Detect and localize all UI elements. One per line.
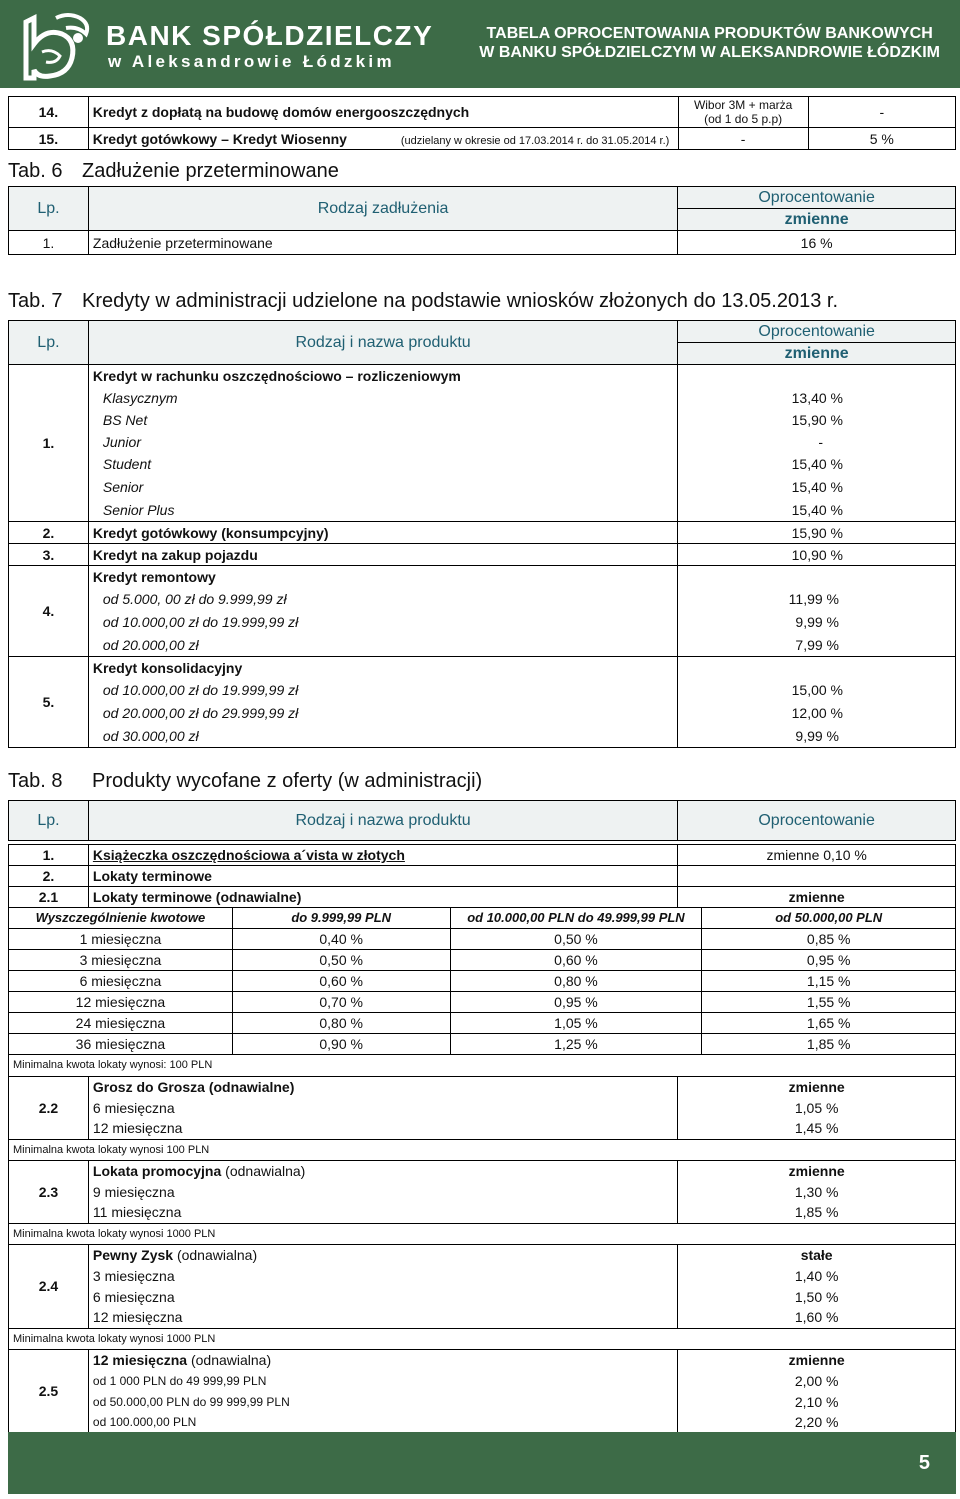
spec-head: do 9.999,99 PLN	[232, 907, 450, 928]
row-name: od 20.000,00 zł	[88, 634, 677, 657]
minimum-note: Minimalna kwota lokaty wynosi 1000 PLN	[9, 1223, 956, 1244]
group-title: 12 miesięczna	[92, 1351, 188, 1368]
rate: 0,80 %	[232, 1012, 450, 1033]
rate: 1,65 %	[702, 1012, 956, 1033]
row-name: Kredyt gotówkowy – Kredyt Wiosenny	[92, 130, 347, 147]
col-lp: Lp.	[9, 801, 89, 841]
row-name: od 10.000,00 zł do 19.999,99 zł	[102, 614, 299, 630]
table-row	[9, 1012, 956, 1033]
row-name: Senior	[102, 479, 144, 495]
rate: 0,70 %	[232, 991, 450, 1012]
row-name: Student	[102, 456, 152, 472]
row-rate: 16 %	[678, 231, 956, 255]
rate: 1,15 %	[702, 970, 956, 991]
minimum-note-row	[9, 1223, 956, 1244]
group-title: Lokata promocyjna	[92, 1162, 222, 1179]
row-lp: 14.	[9, 97, 89, 128]
row-name: Kredyt na zakup pojazdu	[88, 544, 677, 566]
table-row	[9, 1097, 956, 1118]
rate: 0,50 %	[450, 928, 702, 949]
row-rate: zmienne	[678, 1076, 956, 1097]
row-rate: -	[678, 431, 956, 453]
table-row	[9, 128, 956, 150]
rate: 0,85 %	[702, 928, 956, 949]
table-header-row	[9, 187, 956, 209]
table-row	[9, 611, 956, 634]
minimum-note: Minimalna kwota lokaty wynosi 100 PLN	[9, 1139, 956, 1160]
row-rate: 1,05 %	[678, 1097, 956, 1118]
table-row	[9, 634, 956, 657]
row-name: od 30.000,00 zł	[102, 727, 199, 744]
row-rate: 13,40 %	[678, 387, 956, 409]
row-lp: 2.2	[9, 1076, 89, 1139]
rate: 0,90 %	[232, 1033, 450, 1054]
group-title: Pewny Zysk	[92, 1246, 174, 1263]
table-row	[9, 1370, 956, 1391]
row-lp: 2.1	[9, 887, 89, 908]
row-name: 9 miesięczna	[92, 1183, 175, 1200]
tab8-title: Produkty wycofane z oferty (w administracji)	[92, 770, 483, 792]
row-name: 6 miesięczna	[92, 1099, 175, 1116]
document-title-line2: W BANKU SPÓŁDZIELCZYM W ALEKSANDROWIE ŁÓDZKIM	[479, 44, 940, 61]
rate-note-line1: Wibor 3M + marża	[693, 98, 793, 112]
rate: 1,85 %	[702, 1033, 956, 1054]
table-row	[9, 453, 956, 476]
tab8-groups-table	[8, 1055, 956, 1434]
col-rate: Oprocentowanie	[678, 321, 956, 343]
row-name: 12 miesięczna	[88, 1307, 677, 1328]
term: 3 miesięczna	[9, 949, 233, 970]
row-note: (udzielany w okresie od 17.03.2014 r. do 31.05.2014 r.)	[400, 134, 670, 147]
table-header-row	[9, 801, 956, 841]
row-name-cell	[88, 128, 678, 150]
row-value: 5 %	[808, 128, 955, 150]
row-lp: 2.5	[9, 1349, 89, 1433]
row-rate: 2,20 %	[678, 1412, 956, 1433]
table-row	[9, 566, 956, 588]
row-name: od 20.000,00 zł do 29.999,99 zł	[102, 705, 299, 721]
table-row	[9, 1391, 956, 1412]
row-name: Kredyt z dopłatą na budowę domów energooszczędnych	[88, 97, 678, 128]
table-row	[9, 365, 956, 387]
tab8-label: Tab. 8	[8, 770, 63, 792]
row-name: 3 miesięczna	[92, 1267, 175, 1284]
table-row	[9, 1412, 956, 1433]
row-name: Klasycznym	[102, 389, 178, 406]
row-lp: 2.	[9, 522, 89, 544]
group-suffix: (odnawialna)	[187, 1351, 272, 1368]
row-rate: 7,99 %	[678, 634, 956, 657]
row-lp: 5.	[9, 657, 89, 748]
row-name: od 50.000,00 PLN do 99 999,99 PLN	[92, 1394, 290, 1409]
rate: 1,05 %	[450, 1012, 702, 1033]
group-title-cell	[88, 1349, 677, 1370]
row-lp: 4.	[9, 566, 89, 657]
row-lp: 3.	[9, 544, 89, 566]
minimum-note-row	[9, 1328, 956, 1349]
table-row	[9, 1033, 956, 1054]
tab8-heading	[8, 770, 482, 793]
row-rate: 15,90 %	[678, 522, 956, 544]
table-row	[9, 476, 956, 499]
tab7-label: Tab. 7	[8, 290, 63, 312]
row-lp: 1.	[9, 231, 89, 255]
group-title: Grosz do Grosza (odnawialne)	[92, 1078, 295, 1095]
table-row	[9, 1076, 956, 1097]
row-lp: 2.3	[9, 1160, 89, 1223]
table-row	[9, 1160, 956, 1181]
rate: 1,25 %	[450, 1033, 702, 1054]
row-rate: 1,45 %	[678, 1118, 956, 1139]
minimum-note: Minimalna kwota lokaty wynosi: 100 PLN	[9, 1055, 956, 1076]
table-row	[9, 1286, 956, 1307]
col-rate-sub: zmienne	[678, 209, 956, 231]
header-banner	[0, 0, 960, 88]
bank-subtitle: w Aleksandrowie Łódzkim	[108, 52, 395, 71]
minimum-note-row	[9, 1055, 956, 1076]
group-title-cell	[88, 1160, 677, 1181]
row-rate: 15,40 %	[678, 499, 956, 522]
table-row	[9, 1307, 956, 1328]
col-name: Rodzaj i nazwa produktu	[88, 321, 677, 365]
rate: 0,60 %	[232, 970, 450, 991]
row-name: Junior	[102, 433, 141, 450]
row-rate: 15,40 %	[678, 453, 956, 476]
table-row	[9, 544, 956, 566]
row-rate: 15,40 %	[678, 476, 956, 499]
row-name: 6 miesięczna	[92, 1288, 175, 1305]
page-number: 5	[918, 1452, 930, 1474]
term: 12 miesięczna	[9, 991, 233, 1012]
row-name: Senior Plus	[88, 499, 677, 522]
row-name: od 1 000 PLN do 49 999,99 PLN	[92, 1373, 267, 1388]
row-name: Lokaty terminowe	[88, 866, 677, 887]
row-rate: 1,30 %	[678, 1181, 956, 1202]
table-row	[9, 866, 956, 887]
row-name: od 10.000,00 zł do 19.999,99 zł	[102, 682, 299, 698]
row-name: Zadłużenie przeterminowane	[88, 231, 677, 255]
table-row	[9, 725, 956, 748]
table-row	[9, 431, 956, 453]
table-row	[9, 499, 956, 522]
rate: 0,40 %	[232, 928, 450, 949]
spec-head: od 10.000,00 PLN do 49.999,99 PLN	[450, 907, 702, 928]
row-rate: 9,99 %	[678, 611, 956, 634]
term: 24 miesięczna	[9, 1012, 233, 1033]
table-row	[9, 679, 956, 702]
row-lp: 2.4	[9, 1244, 89, 1328]
col-name: Rodzaj i nazwa produktu	[88, 801, 677, 841]
group-title-cell	[88, 1244, 677, 1265]
table-row	[9, 887, 956, 908]
table-row	[9, 1202, 956, 1223]
row-rate: 1,40 %	[678, 1265, 956, 1286]
table-row	[9, 928, 956, 949]
tab6-table	[8, 186, 956, 255]
bank-logo-icon	[16, 8, 96, 84]
row-lp: 1.	[9, 845, 89, 866]
rate: 0,80 %	[450, 970, 702, 991]
table-row	[9, 97, 956, 128]
col-rate-sub: zmienne	[678, 343, 956, 365]
footer-bar	[8, 1432, 956, 1494]
group-suffix: (odnawialna)	[173, 1246, 258, 1263]
row-lp: 15.	[9, 128, 89, 150]
rate: 0,50 %	[232, 949, 450, 970]
tab8-header-table	[8, 800, 956, 841]
col-rate: Oprocentowanie	[678, 187, 956, 209]
row-name: Lokaty terminowe (odnawialne)	[88, 887, 677, 908]
col-lp: Lp.	[9, 187, 89, 231]
table-row	[9, 949, 956, 970]
tab6-title: Zadłużenie przeterminowane	[82, 160, 339, 182]
tab7-title: Kredyty w administracji udzielone na podstawie wniosków złożonych do 13.05.2013 r.	[82, 290, 839, 312]
rate: 0,95 %	[450, 991, 702, 1012]
row-rate: 1,60 %	[678, 1307, 956, 1328]
row-name: od 5.000, 00 zł do 9.999,99 zł	[102, 591, 287, 607]
row-rate: 15,90 %	[678, 409, 956, 431]
tab8-table	[8, 844, 956, 908]
col-name: Rodzaj zadłużenia	[88, 187, 677, 231]
table-row	[9, 588, 956, 611]
row-rate-note	[678, 97, 808, 128]
top-rows-table	[8, 96, 956, 150]
row-rate: 1,50 %	[678, 1286, 956, 1307]
table-row	[9, 409, 956, 431]
row-name: BS Net	[102, 411, 148, 428]
minimum-note-row	[9, 1139, 956, 1160]
row-name: Kredyt gotówkowy (konsumpcyjny)	[88, 522, 677, 544]
row-rate: 2,10 %	[678, 1391, 956, 1412]
spec-head: Wyszczególnienie kwotowe	[9, 907, 233, 928]
row-rate: 1,85 %	[678, 1202, 956, 1223]
table-row	[9, 522, 956, 544]
tab7-table	[8, 320, 956, 748]
row-rate: 9,99 %	[678, 725, 956, 748]
bank-name: BANK SPÓŁDZIELCZY	[106, 20, 434, 51]
table-row	[9, 1349, 956, 1370]
table-header-row	[9, 321, 956, 343]
row-rate: zmienne	[678, 887, 956, 908]
col-rate: Oprocentowanie	[678, 801, 956, 841]
rate-note-line2: (od 1 do 5 p.p)	[704, 112, 783, 126]
table-row	[9, 231, 956, 255]
term: 1 miesięczna	[9, 928, 233, 949]
row-name: Książeczka oszczędnościowa a´vista w złotych	[88, 845, 677, 866]
table-header-row	[9, 907, 956, 928]
row-rate: 2,00 %	[678, 1370, 956, 1391]
row-lp: 2.	[9, 866, 89, 887]
row-rate: zmienne 0,10 %	[678, 845, 956, 866]
table-row	[9, 702, 956, 725]
tab7-heading	[8, 290, 838, 313]
col-lp: Lp.	[9, 321, 89, 365]
row-name: 12 miesięczna	[88, 1118, 677, 1139]
group-title: Kredyt remontowy	[92, 568, 216, 585]
rate: 1,55 %	[702, 991, 956, 1012]
row-rate: 12,00 %	[678, 702, 956, 725]
table-row	[9, 1118, 956, 1139]
table-row	[9, 991, 956, 1012]
table-row	[9, 845, 956, 866]
tab6-heading	[8, 160, 339, 183]
group-title: Kredyt w rachunku oszczędnościowo – rozliczeniowym	[92, 367, 461, 384]
rate: 0,95 %	[702, 949, 956, 970]
table-row	[9, 1244, 956, 1265]
rate: 0,60 %	[450, 949, 702, 970]
row-rate: -	[678, 128, 808, 150]
table-row	[9, 970, 956, 991]
spec-head: od 50.000,00 PLN	[702, 907, 956, 928]
row-rate: 15,00 %	[678, 679, 956, 702]
row-rate: 11,99 %	[678, 588, 956, 611]
table-row	[9, 1265, 956, 1286]
row-rate: zmienne	[678, 1160, 956, 1181]
row-lp: 1.	[9, 365, 89, 522]
term: 6 miesięczna	[9, 970, 233, 991]
row-name: od 100.000,00 PLN	[92, 1415, 197, 1430]
term: 36 miesięczna	[9, 1033, 233, 1054]
tab6-label: Tab. 6	[8, 160, 63, 182]
table-row	[9, 657, 956, 679]
group-title: Kredyt konsolidacyjny	[92, 659, 243, 676]
deposit-rates-table	[8, 907, 956, 1055]
row-rate: stałe	[678, 1244, 956, 1265]
row-rate: zmienne	[678, 1349, 956, 1370]
table-row	[9, 387, 956, 409]
row-name: 11 miesięczna	[88, 1202, 677, 1223]
group-suffix: (odnawialna)	[221, 1162, 306, 1179]
row-value: -	[808, 97, 955, 128]
document-title	[479, 24, 940, 62]
row-rate: 10,90 %	[678, 544, 956, 566]
document-title-line1: TABELA OPROCENTOWANIA PRODUKTÓW BANKOWYCH	[486, 25, 933, 42]
minimum-note: Minimalna kwota lokaty wynosi 1000 PLN	[9, 1328, 956, 1349]
table-row	[9, 1181, 956, 1202]
